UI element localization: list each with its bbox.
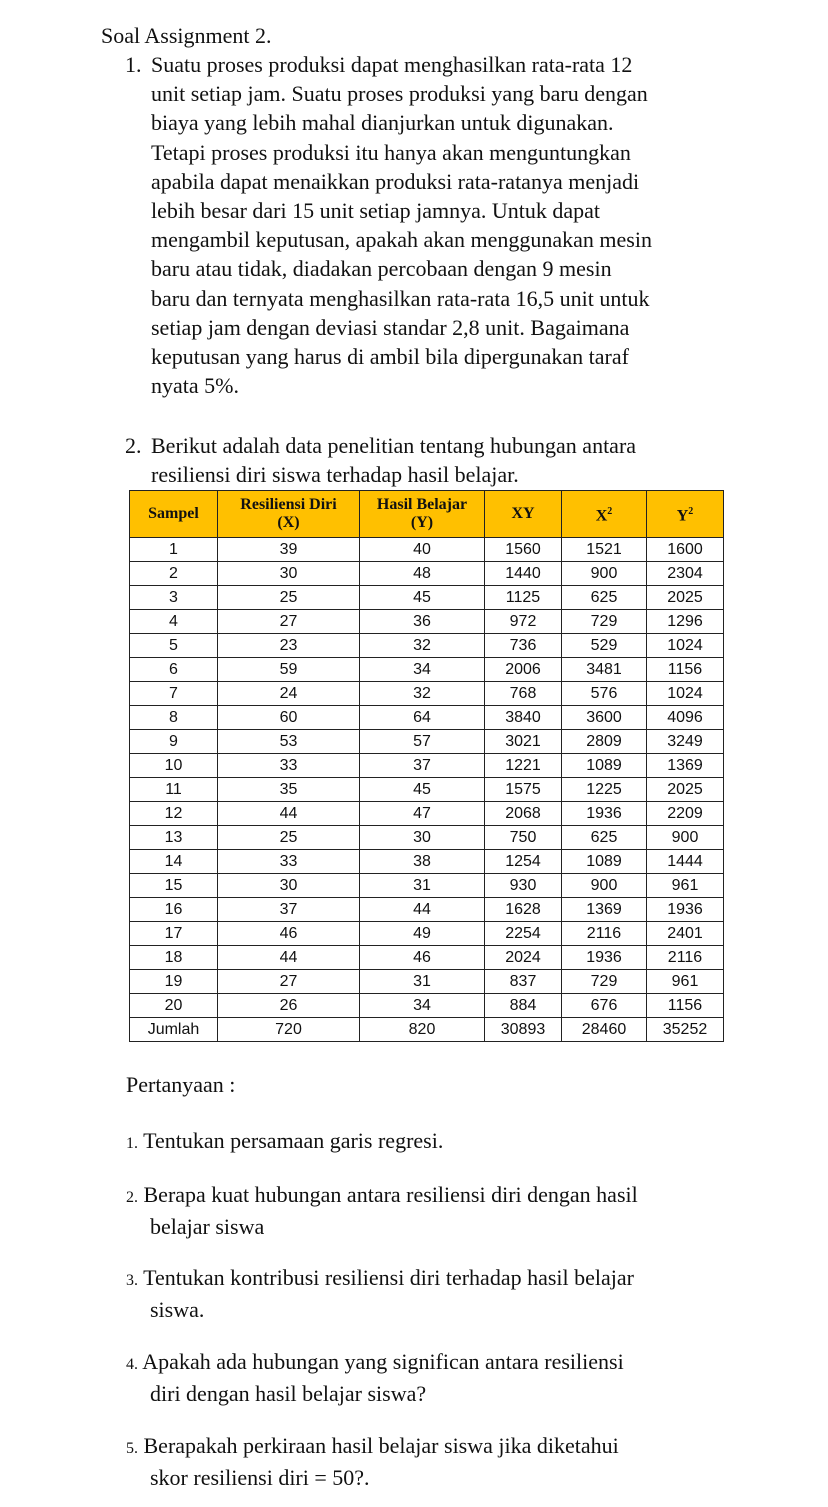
- table-cell: 47: [360, 802, 485, 826]
- text-line: lebih besar dari 15 unit setiap jamnya. Untuk dapat: [151, 197, 601, 223]
- table-cell: 31: [360, 874, 485, 898]
- table-header-row: [130, 491, 724, 538]
- text-line: baru atau tidak, diadakan percobaan dengan 9 mesin: [151, 256, 612, 282]
- header-sampel: Sampel: [130, 491, 218, 538]
- table-total-row: [130, 1018, 724, 1042]
- table-cell: 3840: [485, 706, 562, 730]
- table-cell: 2116: [647, 946, 724, 970]
- table-cell: 720: [218, 1018, 360, 1042]
- table-row: [130, 898, 724, 922]
- table-row: [130, 850, 724, 874]
- table-cell: 820: [360, 1018, 485, 1042]
- table-cell: 900: [647, 826, 724, 850]
- table-cell: 33: [218, 850, 360, 874]
- subquestion-line: [126, 1126, 766, 1158]
- subquestion-5: [126, 1431, 766, 1492]
- table-row: [130, 970, 724, 994]
- table-cell: 30893: [485, 1018, 562, 1042]
- table-cell: 1600: [647, 538, 724, 562]
- table-cell: 16: [130, 898, 218, 922]
- subquestion-number: 2.: [126, 1189, 138, 1206]
- table-cell: 39: [218, 538, 360, 562]
- table-row: [130, 802, 724, 826]
- table-cell: 40: [360, 538, 485, 562]
- table-cell: 19: [130, 970, 218, 994]
- subquestion-text: Apakah ada hubungan yang significan antara resiliensi: [142, 1349, 624, 1374]
- subquestion-text: Berapakah perkiraan hasil belajar siswa jika diketahui: [143, 1433, 619, 1458]
- table-cell: 3021: [485, 730, 562, 754]
- text-line: setiap jam dengan deviasi standar 2,8 unit. Bagaimana: [151, 314, 630, 340]
- table-cell: 59: [218, 658, 360, 682]
- table-cell: 768: [485, 682, 562, 706]
- table-cell: 625: [562, 586, 647, 610]
- table-cell: 15: [130, 874, 218, 898]
- table-cell: 31: [360, 970, 485, 994]
- document-title: Soal Assignment 2.: [101, 23, 272, 48]
- table-cell: 1156: [647, 658, 724, 682]
- table-cell: 35: [218, 778, 360, 802]
- subquestion-number: 1.: [126, 1135, 138, 1152]
- text-line: biaya yang lebih mahal dianjurkan untuk digunakan.: [151, 110, 614, 136]
- table-cell: 3481: [562, 658, 647, 682]
- table-cell: 2401: [647, 922, 724, 946]
- table-cell: 1369: [562, 898, 647, 922]
- table-cell: 1936: [647, 898, 724, 922]
- data-table: [129, 490, 724, 1042]
- table-cell: 2025: [647, 778, 724, 802]
- subquestion-number: 3.: [126, 1272, 138, 1289]
- table-row: [130, 610, 724, 634]
- subquestion-text: Berapa kuat hubungan antara resiliensi diri dengan hasil: [143, 1182, 638, 1207]
- table-cell: 20: [130, 994, 218, 1018]
- subquestion-line: skor resiliensi diri = 50?.: [150, 1465, 370, 1490]
- table-cell: 900: [562, 874, 647, 898]
- text-line: nyata 5%.: [151, 373, 239, 399]
- table-cell: 1521: [562, 538, 647, 562]
- subquestion-number: 4.: [126, 1356, 138, 1373]
- subquestion-3: [126, 1263, 766, 1324]
- subquestion-4: [126, 1347, 766, 1408]
- subquestion-text: Tentukan persamaan garis regresi.: [143, 1128, 444, 1153]
- table-cell: 7: [130, 682, 218, 706]
- header-resiliensi: Resiliensi Diri (X): [218, 491, 360, 538]
- subquestion-line: [126, 1263, 766, 1295]
- table-row: [130, 586, 724, 610]
- table-cell: 729: [562, 970, 647, 994]
- table-cell: 1444: [647, 850, 724, 874]
- table-cell: 1156: [647, 994, 724, 1018]
- table-cell: 1024: [647, 682, 724, 706]
- table-cell: 23: [218, 634, 360, 658]
- table-cell: 676: [562, 994, 647, 1018]
- table-cell: 28460: [562, 1018, 647, 1042]
- table-cell: 18: [130, 946, 218, 970]
- table-cell: 34: [360, 658, 485, 682]
- table-cell: 1024: [647, 634, 724, 658]
- table-cell: 32: [360, 682, 485, 706]
- table-row: [130, 994, 724, 1018]
- table-cell: 34: [360, 994, 485, 1018]
- subquestion-line: belajar siswa: [150, 1214, 265, 1239]
- table-cell: 625: [562, 826, 647, 850]
- table-cell: 48: [360, 562, 485, 586]
- subquestion-text: Tentukan kontribusi resiliensi diri terhadap hasil belajar: [143, 1265, 634, 1290]
- question-1: [125, 50, 765, 400]
- table-cell: 1560: [485, 538, 562, 562]
- text-line: unit setiap jam. Suatu proses produksi yang baru dengan: [151, 81, 648, 107]
- table-cell: 12: [130, 802, 218, 826]
- table-cell: 2025: [647, 586, 724, 610]
- table-cell: Jumlah: [130, 1018, 218, 1042]
- table-cell: 837: [485, 970, 562, 994]
- table-cell: 2006: [485, 658, 562, 682]
- header-x-squared: $X^2$: [562, 491, 647, 538]
- table-cell: 3249: [647, 730, 724, 754]
- table-cell: 25: [218, 586, 360, 610]
- table-cell: 37: [218, 898, 360, 922]
- text-line: baru dan ternyata menghasilkan rata-rata 16,5 unit untuk: [151, 285, 650, 311]
- table-cell: 3: [130, 586, 218, 610]
- table-cell: 2: [130, 562, 218, 586]
- table-row: [130, 922, 724, 946]
- table-cell: 30: [360, 826, 485, 850]
- table-cell: 33: [218, 754, 360, 778]
- table-cell: 44: [218, 802, 360, 826]
- question-1-number: 1.: [125, 52, 142, 77]
- subquestion-line: diri dengan hasil belajar siswa?: [150, 1381, 427, 1406]
- table-cell: 37: [360, 754, 485, 778]
- table-row: [130, 706, 724, 730]
- table-cell: 1296: [647, 610, 724, 634]
- table-cell: 736: [485, 634, 562, 658]
- table-cell: 576: [562, 682, 647, 706]
- table-row: [130, 634, 724, 658]
- table-cell: 2304: [647, 562, 724, 586]
- table-cell: 60: [218, 706, 360, 730]
- question-2: [125, 431, 765, 489]
- subquestion-number: 5.: [126, 1440, 138, 1457]
- table-row: [130, 754, 724, 778]
- table-cell: 1628: [485, 898, 562, 922]
- table-cell: 46: [360, 946, 485, 970]
- subquestion-line: siswa.: [150, 1297, 205, 1322]
- table-cell: 1254: [485, 850, 562, 874]
- table-cell: 961: [647, 970, 724, 994]
- table-cell: 30: [218, 562, 360, 586]
- table-cell: 1: [130, 538, 218, 562]
- table-cell: 27: [218, 970, 360, 994]
- text-line: apabila dapat menaikkan produksi rata-ratanya menjadi: [151, 168, 640, 194]
- table-cell: 2254: [485, 922, 562, 946]
- table-cell: 24: [218, 682, 360, 706]
- table-row: [130, 538, 724, 562]
- question-2-number: 2.: [125, 433, 142, 458]
- header-hasil-belajar: Hasil Belajar (Y): [360, 491, 485, 538]
- table-cell: 884: [485, 994, 562, 1018]
- text-line: resiliensi diri siswa terhadap hasil belajar.: [151, 462, 519, 488]
- table-cell: 44: [218, 946, 360, 970]
- table-cell: 35252: [647, 1018, 724, 1042]
- table-cell: 2068: [485, 802, 562, 826]
- text-line: mengambil keputusan, apakah akan menggunakan mesin: [151, 227, 652, 253]
- table-cell: 1221: [485, 754, 562, 778]
- table-cell: 729: [562, 610, 647, 634]
- table-cell: 961: [647, 874, 724, 898]
- table-cell: 4: [130, 610, 218, 634]
- table-cell: 529: [562, 634, 647, 658]
- table-cell: 9: [130, 730, 218, 754]
- text-line: keputusan yang harus di ambil bila dipergunakan taraf: [151, 343, 629, 369]
- table-cell: 45: [360, 778, 485, 802]
- table-row: [130, 562, 724, 586]
- table-cell: 1089: [562, 850, 647, 874]
- table-cell: 3600: [562, 706, 647, 730]
- table-row: [130, 946, 724, 970]
- table-cell: 1089: [562, 754, 647, 778]
- table-row: [130, 826, 724, 850]
- table-row: [130, 874, 724, 898]
- table-cell: 27: [218, 610, 360, 634]
- table-cell: 1369: [647, 754, 724, 778]
- table-cell: 64: [360, 706, 485, 730]
- table-cell: 1936: [562, 802, 647, 826]
- text-line: Suatu proses produksi dapat menghasilkan rata-rata 12: [151, 52, 633, 77]
- table-cell: 972: [485, 610, 562, 634]
- table-cell: 1225: [562, 778, 647, 802]
- table-cell: 36: [360, 610, 485, 634]
- table-row: [130, 658, 724, 682]
- table-cell: 45: [360, 586, 485, 610]
- questions-label: Pertanyaan :: [126, 1072, 236, 1097]
- header-xy: XY: [485, 491, 562, 538]
- table-cell: 4096: [647, 706, 724, 730]
- table-cell: 1440: [485, 562, 562, 586]
- question-1-text: [151, 50, 765, 400]
- table-cell: 10: [130, 754, 218, 778]
- table-cell: 2209: [647, 802, 724, 826]
- table-row: [130, 730, 724, 754]
- table-cell: 1936: [562, 946, 647, 970]
- table-cell: 2809: [562, 730, 647, 754]
- table-cell: 14: [130, 850, 218, 874]
- table-cell: 46: [218, 922, 360, 946]
- table-cell: 930: [485, 874, 562, 898]
- table-cell: 11: [130, 778, 218, 802]
- table-cell: 44: [360, 898, 485, 922]
- text-line: Berikut adalah data penelitian tentang hubungan antara: [151, 433, 637, 458]
- table-cell: 2024: [485, 946, 562, 970]
- subquestion-line: [126, 1431, 766, 1463]
- table-row: [130, 778, 724, 802]
- text-line: Tetapi proses produksi itu hanya akan menguntungkan: [151, 139, 631, 165]
- table-row: [130, 682, 724, 706]
- table-cell: 2116: [562, 922, 647, 946]
- table-cell: 26: [218, 994, 360, 1018]
- subquestion-line: [126, 1180, 766, 1212]
- table-cell: 5: [130, 634, 218, 658]
- subquestion-2: [126, 1180, 766, 1241]
- table-cell: 30: [218, 874, 360, 898]
- table-cell: 1575: [485, 778, 562, 802]
- table-cell: 13: [130, 826, 218, 850]
- table-cell: 750: [485, 826, 562, 850]
- table-cell: 32: [360, 634, 485, 658]
- subquestion-1: [126, 1126, 766, 1158]
- header-y-squared: $Y^2$: [647, 491, 724, 538]
- subquestion-line: [126, 1347, 766, 1379]
- table-cell: 6: [130, 658, 218, 682]
- table-cell: 53: [218, 730, 360, 754]
- table-cell: 8: [130, 706, 218, 730]
- table-cell: 57: [360, 730, 485, 754]
- table-cell: 17: [130, 922, 218, 946]
- table-cell: 900: [562, 562, 647, 586]
- table-cell: 38: [360, 850, 485, 874]
- table-cell: 25: [218, 826, 360, 850]
- question-2-text: [151, 431, 765, 489]
- table-cell: 49: [360, 922, 485, 946]
- table-cell: 1125: [485, 586, 562, 610]
